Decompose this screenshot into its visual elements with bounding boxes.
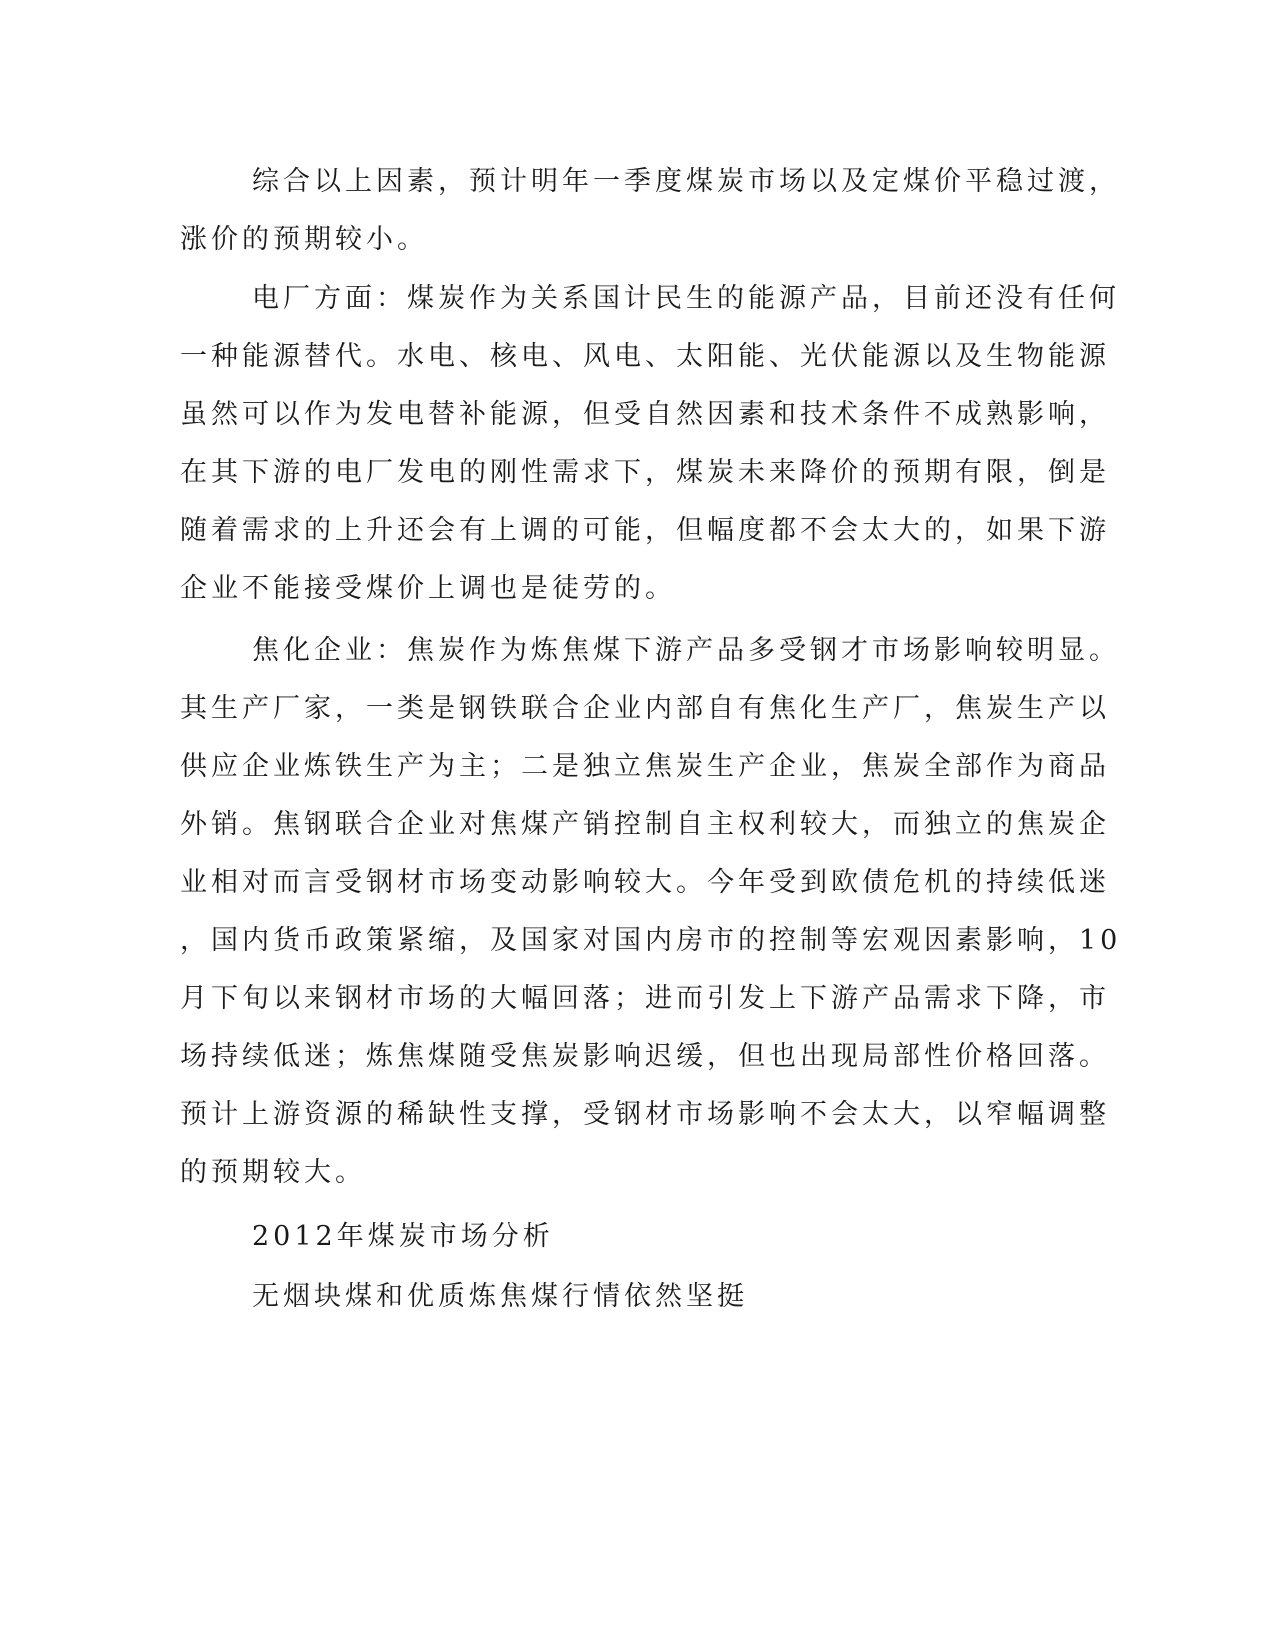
subheading-market-strength [180, 1268, 1040, 1326]
paragraph-line: 焦化企业：焦炭作为炼焦煤下游产品多受钢才市场影响较明显。 [252, 635, 1120, 666]
paragraph-line: 月下旬以来钢材市场的大幅回落；进而引发上下游产品需求下降，市 [180, 983, 1110, 1014]
paragraph-line: 企业不能接受煤价上调也是徒劳的。 [180, 573, 676, 604]
paragraph-line: 一种能源替代。水电、核电、风电、太阳能、光伏能源以及生物能源 [180, 341, 1110, 372]
section-heading: 2012年煤炭市场分析 [252, 1221, 554, 1252]
paragraph-line: 其生产厂家，一类是钢铁联合企业内部自有焦化生产厂，焦炭生产以 [180, 693, 1110, 724]
paragraph-line: 外销。焦钢联合企业对焦煤产销控制自主权利较大，而独立的焦炭企 [180, 809, 1110, 840]
paragraph-line: 业相对而言受钢材市场变动影响较大。今年受到欧债危机的持续低迷 [180, 867, 1110, 898]
paragraph-line: 电厂方面：煤炭作为关系国计民生的能源产品，目前还没有任何 [252, 283, 1120, 314]
paragraph-power-plants [180, 270, 1120, 618]
paragraph-line: 场持续低迷；炼焦煤随受焦炭影响迟缓，但也出现局部性价格回落。 [180, 1041, 1110, 1072]
subheading: 无烟块煤和优质炼焦煤行情依然坚挺 [252, 1281, 748, 1312]
paragraph-line: 预计上游资源的稀缺性支撑，受钢材市场影响不会太大，以窄幅调整 [180, 1099, 1110, 1130]
paragraph-line: 供应企业炼铁生产为主；二是独立焦炭生产企业，焦炭全部作为商品 [180, 751, 1110, 782]
paragraph-summary [180, 153, 1120, 269]
section-heading-2012 [180, 1208, 1040, 1266]
paragraph-line: 综合以上因素，预计明年一季度煤炭市场以及定煤价平稳过渡， [252, 166, 1120, 197]
paragraph-line: ，国内货币政策紧缩，及国家对国内房市的控制等宏观因素影响，10 [180, 925, 1122, 956]
paragraph-line: 在其下游的电厂发电的刚性需求下，煤炭未来降价的预期有限，倒是 [180, 457, 1110, 488]
paragraph-line: 的预期较大。 [180, 1157, 366, 1188]
paragraph-line: 随着需求的上升还会有上调的可能，但幅度都不会太大的，如果下游 [180, 515, 1110, 546]
paragraph-line: 虽然可以作为发电替补能源，但受自然因素和技术条件不成熟影响， [180, 399, 1110, 430]
paragraph-line: 涨价的预期较小。 [180, 224, 428, 255]
paragraph-coking-companies [180, 622, 1122, 1202]
